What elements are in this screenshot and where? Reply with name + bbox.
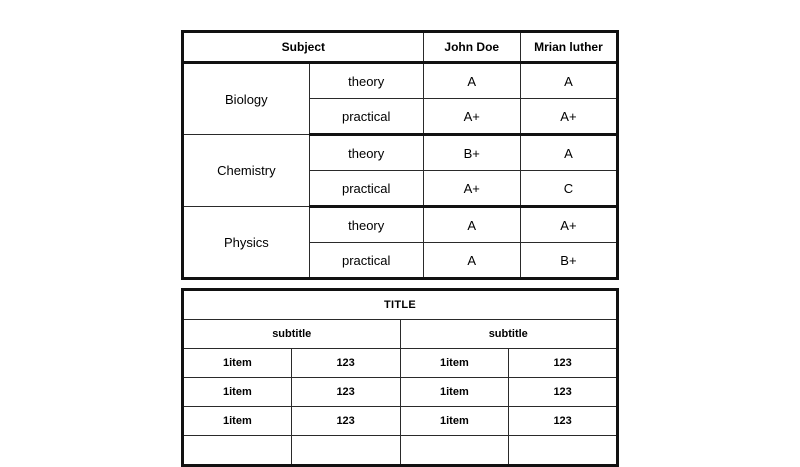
table-row (183, 32, 618, 63)
info-cell-value: 123 (509, 349, 618, 378)
score-cell: A (423, 243, 520, 279)
info-cell-value: 123 (291, 407, 400, 436)
score-cell: A (423, 63, 520, 99)
score-cell: A (520, 135, 617, 171)
exam-type-cell: theory (309, 135, 423, 171)
info-table-title: TITLE (183, 290, 618, 320)
info-table-body (183, 290, 618, 466)
info-table-subtitle-right: subtitle (400, 320, 618, 349)
subject-cell-physics: Physics (183, 207, 310, 279)
score-cell: C (520, 171, 617, 207)
info-cell-value (291, 436, 400, 466)
score-cell: A+ (520, 207, 617, 243)
subject-cell-chemistry: Chemistry (183, 135, 310, 207)
info-cell-label: 1item (400, 378, 509, 407)
info-cell-value: 123 (291, 378, 400, 407)
score-cell: A+ (423, 99, 520, 135)
exam-type-cell: practical (309, 99, 423, 135)
score-cell: A+ (520, 99, 617, 135)
score-cell: A (423, 207, 520, 243)
grades-table-container (181, 30, 619, 280)
exam-type-cell: practical (309, 171, 423, 207)
table-row (183, 135, 618, 171)
score-cell: B+ (423, 135, 520, 171)
info-table-subtitle-left: subtitle (183, 320, 401, 349)
info-table-container (181, 288, 619, 467)
info-cell-value: 123 (509, 378, 618, 407)
column-header-subject: Subject (183, 32, 424, 63)
info-cell-label: 1item (183, 407, 292, 436)
info-cell-label (183, 436, 292, 466)
info-table (181, 288, 619, 467)
score-cell: B+ (520, 243, 617, 279)
table-row (183, 436, 618, 466)
info-cell-value (509, 436, 618, 466)
grades-table (181, 30, 619, 280)
grades-table-body (183, 63, 618, 279)
table-row (183, 63, 618, 99)
table-row (183, 320, 618, 349)
table-row (183, 349, 618, 378)
info-cell-value: 123 (291, 349, 400, 378)
table-row (183, 407, 618, 436)
info-cell-label: 1item (400, 349, 509, 378)
table-row (183, 290, 618, 320)
info-cell-label: 1item (400, 407, 509, 436)
exam-type-cell: theory (309, 207, 423, 243)
table-row (183, 207, 618, 243)
column-header-john-doe: John Doe (423, 32, 520, 63)
column-header-mrian-luther: Mrian luther (520, 32, 617, 63)
exam-type-cell: theory (309, 63, 423, 99)
info-cell-value: 123 (509, 407, 618, 436)
info-cell-label (400, 436, 509, 466)
info-cell-label: 1item (183, 378, 292, 407)
score-cell: A+ (423, 171, 520, 207)
info-cell-label: 1item (183, 349, 292, 378)
score-cell: A (520, 63, 617, 99)
exam-type-cell: practical (309, 243, 423, 279)
grades-table-header (183, 32, 618, 63)
subject-cell-biology: Biology (183, 63, 310, 135)
table-row (183, 378, 618, 407)
